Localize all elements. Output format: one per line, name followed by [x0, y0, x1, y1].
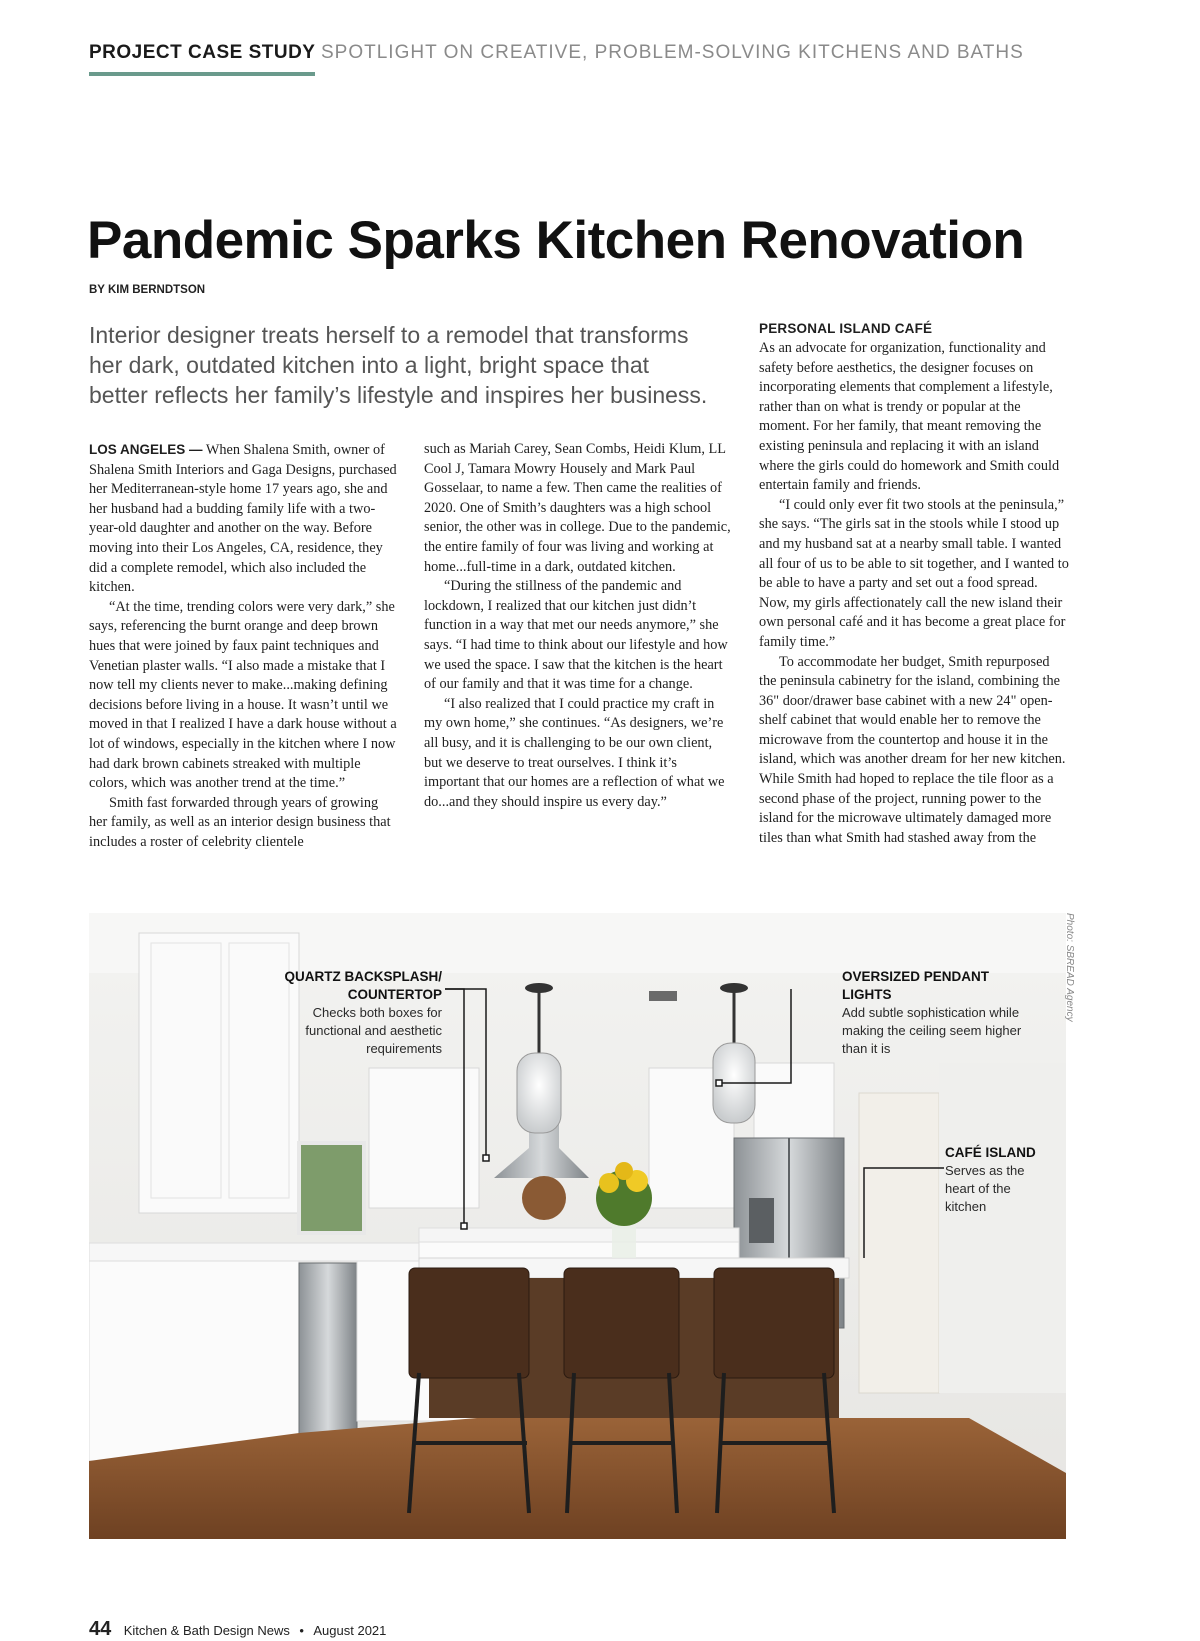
- paragraph-text: When Shalena Smith, owner of Shalena Smith Interiors and Gaga Designs, purchased her Mediterranean-style home 17 years ago, she and her husband had a budding family life with a two-year-old daughter and another on the way. Before moving into their Los Angeles, CA, residence, they did a complete remodel, which also included the kitchen.: [89, 442, 397, 596]
- callout-quartz: [270, 968, 442, 1058]
- paragraph: To accommodate her budget, Smith repurposed the peninsula cabinetry for the island, combining the 36" door/drawer base cabinet with a new 24" open-shelf cabinet that would enable her to remove the microwave from the countertop and house it in the island, which was another dream for her new kitchen. While Smith had hoped to replace the tile floor as a second phase of the project, running power to the island for the microwave ultimately damaged more tiles than what Smith had stashed away from the: [759, 653, 1066, 846]
- article-column-1: [89, 440, 397, 852]
- callout-pendants: [842, 968, 1032, 1058]
- section-kicker: PROJECT CASE STUDY: [89, 42, 315, 76]
- paragraph: As an advocate for organization, functionality and safety before aesthetics, the designer focuses on incorporating elements that complement a lifestyle, rather than on what is trendy or popular at the moment. For her family, that meant removing the existing peninsula and replacing it with an island where the girls could do homework and Smith could entertain family and friends.: [759, 340, 1060, 494]
- callout-text: Add subtle sophistication while making the ceiling seem higher than it is: [842, 1005, 1022, 1056]
- callout-title: CAFÉ ISLAND: [945, 1145, 1036, 1160]
- paragraph: “I also realized that I could practice my craft in my own home,” she continues. “As designers, we’re all busy, and it is challenging to be our own client, but we deserve to treat ourselves. I think it’s important that our homes are a reflection of what we do...and they should inspire us every day.”: [424, 695, 725, 810]
- issue-date: August 2021: [313, 1623, 387, 1638]
- page-header: [89, 40, 1140, 76]
- paragraph: “During the stillness of the pandemic and lockdown, I realized that our kitchen just didn’t function in a way that met our needs anymore,” she says. “I had time to think about our lifestyle and how we used the space. I saw that the kitchen is the heart of our family and that it was time for a change.: [424, 578, 728, 693]
- paragraph: “At the time, trending colors were very dark,” she says, referencing the burnt orange and deep brown hues that were joined by faux paint techniques and Venetian plaster walls. “I also made a mistake that I now tell my clients never to make...making defining decisions before living in a house. It wasn’t until we moved in that I realized I have a dark house without a lot of windows, especially in the kitchen where I now had dark brown cabinets streaked with multiple colors, which was another trend at the time.”: [89, 598, 397, 792]
- callout-text: Checks both boxes for functional and aesthetic requirements: [305, 1005, 442, 1056]
- callout-title: QUARTZ BACKSPLASH/ COUNTERTOP: [284, 969, 442, 1002]
- section-subhead: PERSONAL ISLAND CAFÉ: [759, 321, 933, 336]
- callout-island: [945, 1144, 1055, 1216]
- callout-text: Serves as the heart of the kitchen: [945, 1163, 1025, 1214]
- article-column-2: [424, 440, 732, 812]
- publication-name: Kitchen & Bath Design News: [123, 1623, 290, 1638]
- paragraph: Smith fast forwarded through years of growing her family, as well as an interior design business that includes a roster of celebrity clientele: [89, 794, 391, 850]
- section-tagline: SPOTLIGHT ON CREATIVE, PROBLEM-SOLVING KITCHENS AND BATHS: [321, 42, 1024, 63]
- page-footer: [89, 1618, 386, 1638]
- photo-credit: Photo: SBREAD Agency: [1064, 913, 1075, 1022]
- paragraph: “I could only ever fit two stools at the peninsula,” she says. “The girls sat in the stools while I stood up and my husband sat at a nearby small table. I wanted all four of us to be able to sit together, and I wanted to be able to have a party and set out a food spread. Now, my girls affectionately call the new island their own personal café and it has become a great place for family time.”: [759, 496, 1069, 650]
- article-title: Pandemic Sparks Kitchen Renovation: [87, 211, 1025, 270]
- paragraph: such as Mariah Carey, Sean Combs, Heidi Klum, LL Cool J, Tamara Mowry Housely and Mark Paul Gosselaar, to name a few. Then came the realities of 2020. One of Smith’s daughters was a high school senior, the other was in college. Due to the pandemic, the entire family of four was living and working at home...full-time in a dark, outdated kitchen.: [424, 441, 731, 575]
- page-number: 44: [89, 1618, 112, 1640]
- callout-title: OVERSIZED PENDANT LIGHTS: [842, 969, 990, 1002]
- article-byline: BY KIM BERNDTSON: [89, 284, 206, 296]
- article-column-3: [759, 320, 1069, 848]
- dateline: LOS ANGELES —: [89, 442, 203, 457]
- paragraph: [89, 440, 397, 598]
- article-deck: Interior designer treats herself to a remodel that transforms her dark, outdated kitchen into a light, bright space that better reflects her family’s lifestyle and inspires her business.: [89, 322, 708, 408]
- footer-separator: •: [299, 1623, 304, 1638]
